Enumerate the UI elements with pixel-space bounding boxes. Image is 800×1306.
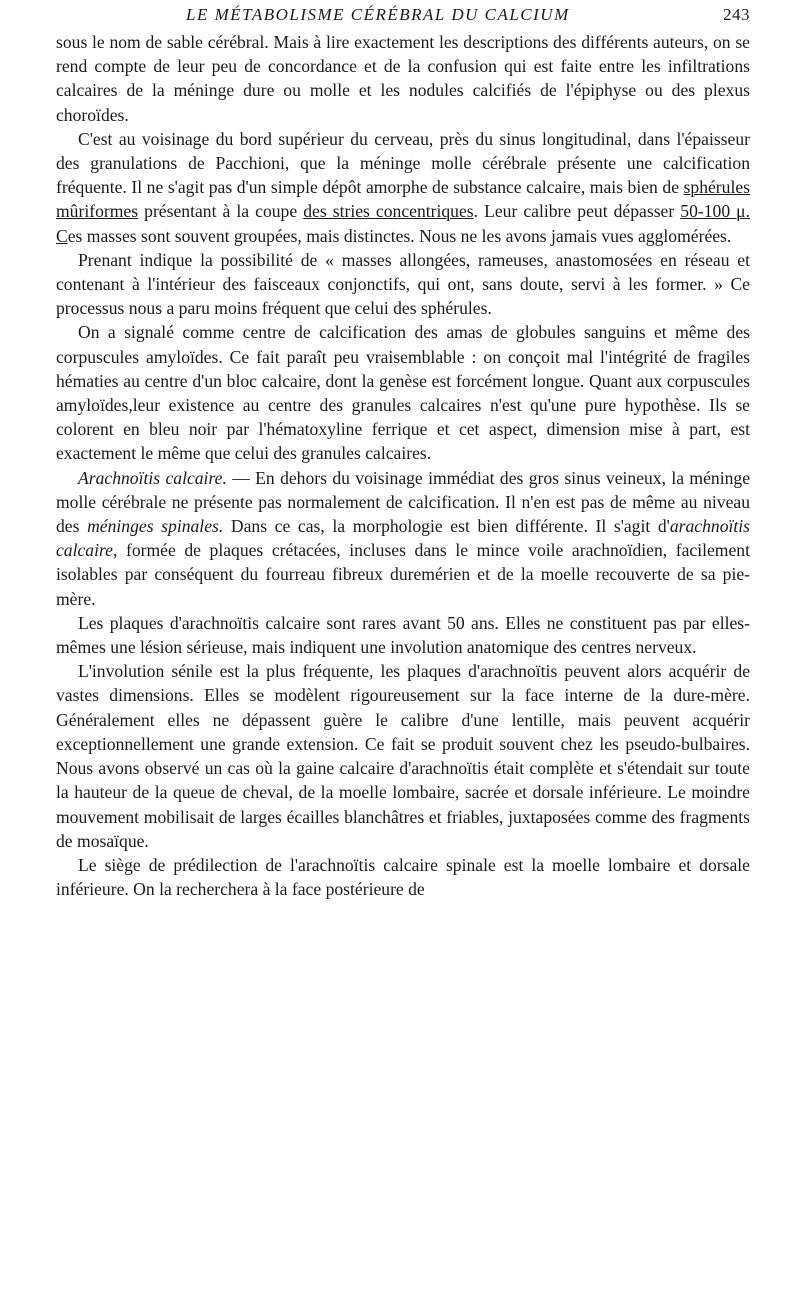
text-run: es masses sont souvent groupées, mais distinctes. Nous ne les avons jamais vues agglomérées.	[67, 225, 732, 246]
text-run: C'est au voisinage du bord supérieur du cerveau, près du sinus longitudinal, dans l'épaisseur des granulations de Pacchioni, que la méninge molle cérébrale présente une calcification fréquente. Il ne s'agit pas d'un simple dépôt amorphe de substance calcaire, mais bien de	[56, 128, 750, 198]
paragraph: sous le nom de sable cérébral. Mais à lire exactement les descriptions des différents auteurs, on se rend compte de leur peu de concordance et de la confusion qui est faite entre les infiltrations calcaires de la méninge dure ou molle et les nodules calcifiés de l'épiphyse ou des plexus choroïdes.	[56, 32, 750, 125]
text-run: — En dehors du voisinage immédiat des gros sinus veineux, la méninge molle cérébrale ne présente pas normalement de calcification. Il n'en est pas de même au niveau des	[56, 467, 751, 537]
section-heading: Arachnoïtis calcaire.	[78, 467, 227, 488]
paragraph: Le siège de prédilection de l'arachnoïtis calcaire spinale est la moelle lombaire et dorsale inférieure. On la recherchera à la face postérieure de	[56, 854, 750, 900]
text-run: présentant à la coupe	[138, 201, 304, 222]
paragraph: Prenant indique la possibilité de « masses allongées, rameuses, anastomosées en réseau et contenant à l'intérieur des faisceaux conjonctifs, qui ont, sans doute, servi à les former. » Ce processus nous a paru moins fréquent que celui des sphérules.	[56, 249, 750, 319]
page-number: 243	[723, 5, 750, 24]
text-run: . Leur calibre peut dépasser	[473, 201, 681, 222]
paragraph: L'involution sénile est la plus fréquente, les plaques d'arachnoïtis peuvent alors acquérir de vastes dimensions. Elles se modèlent rigoureusement sur la face interne de la dure-mère. Généralement elles ne dépassent guère le calibre d'une lentille, mais peuvent acquérir exceptionnellement une grande extension. Ce fait se produit souvent chez les pseudo-bulbaires. Nous avons observé un cas où la gaine calcaire d'arachnoïtis était complète et s'étendait sur toute la hauteur de la queue de cheval, de la moelle lombaire, sacrée et dorsale inférieure. Le moindre mouvement mobilisait de larges écailles blanchâtres et friables, juxtaposées comme des fragments de mosaïque.	[56, 661, 750, 851]
text-run: Dans ce cas, la morphologie est bien différente. Il s'agit d'	[223, 516, 670, 537]
emphasis: arachnoïtis calcaire	[56, 516, 751, 561]
underlined-phrase: sphérules mûriformes	[56, 177, 750, 222]
paragraph: On a signalé comme centre de calcification des amas de globules sanguins et même des corpuscules amyloïdes. Ce fait paraît peu vraisemblable : on conçoit mal l'intégrité de fragiles hématies au centre d'un bloc calcaire, dont la genèse est forcément longue. Quant aux corpuscules amyloïdes,leur existence au centre des granules calcaires n'est qu'une pure hypothèse. Ils se colorent en bleu noir par l'hématoxyline ferrique et cet aspect, dimension mise à part, est exactement le même que celui des granules calcaires.	[56, 322, 750, 464]
text-run: , formée de plaques crétacées, incluses dans le mince voile arachnoïdien, facilement isolables par conséquent du fourreau fibreux duremérien et de la moelle recouverte de sa pie-mère.	[56, 540, 750, 609]
running-title: LE MÉTABOLISME CÉRÉBRAL DU CALCIUM	[186, 5, 570, 24]
paragraph: Les plaques d'arachnoïtis calcaire sont rares avant 50 ans. Elles ne constituent pas par elles-mêmes une lésion sérieuse, mais indiquent une involution anatomique des centres nerveux.	[56, 612, 750, 658]
body-text	[56, 30, 750, 901]
running-header	[56, 0, 750, 30]
emphasis: méninges spinales.	[87, 516, 224, 537]
paragraph	[56, 466, 750, 611]
underlined-phrase: des stries concentriques	[303, 201, 474, 222]
paragraph	[56, 127, 750, 248]
underlined-phrase: 50-100 μ. C	[56, 201, 751, 246]
